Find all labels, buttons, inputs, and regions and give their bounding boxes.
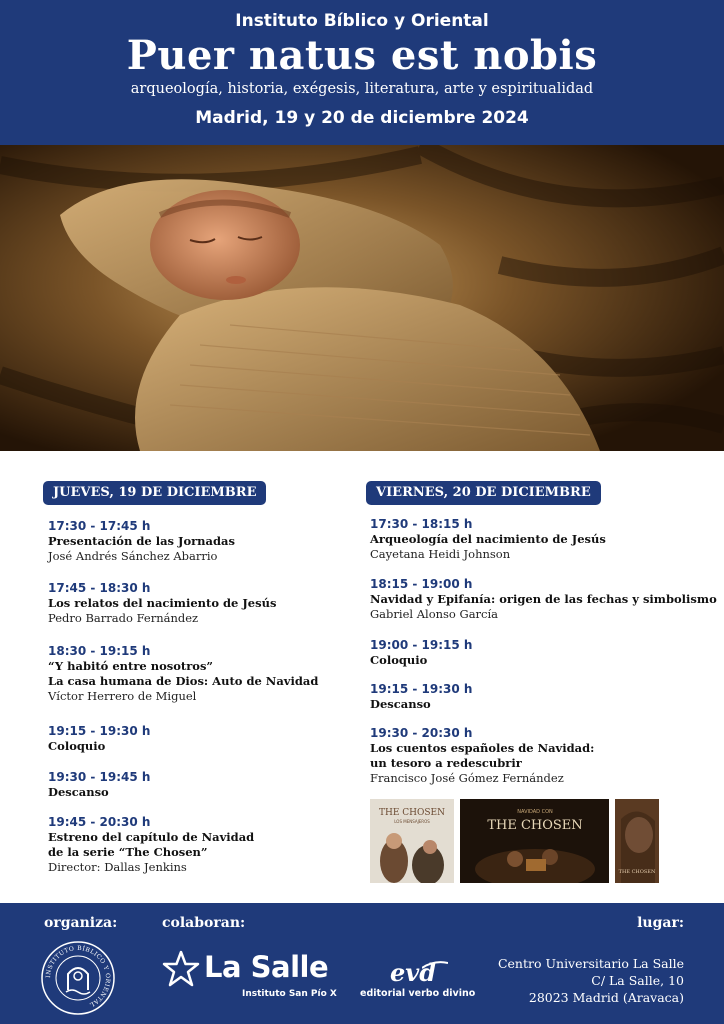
venue-line: C/ La Salle, 10 <box>591 973 684 988</box>
event-dates: Madrid, 19 y 20 de diciembre 2024 <box>195 108 529 128</box>
session-speaker: Pedro Barrado Fernández <box>48 611 199 625</box>
la-salle-logo <box>162 948 337 1008</box>
header-banner <box>0 0 724 145</box>
day1-session <box>48 519 408 564</box>
day2-session <box>370 726 724 786</box>
poster-2-image <box>460 799 609 883</box>
newborn-swaddled-image <box>0 145 724 451</box>
session-time: 19:45 - 20:30 h <box>48 815 151 829</box>
session-title: “Y habitó entre nosotros” <box>48 659 214 673</box>
colaboran-label: colaboran: <box>162 915 246 931</box>
session-title: Descanso <box>48 785 109 799</box>
poster-2-title: THE CHOSEN <box>487 818 583 833</box>
day2-session <box>370 517 724 562</box>
the-chosen-poster-2 <box>460 799 609 883</box>
newborn-photo <box>0 145 724 451</box>
day1-session <box>48 770 408 800</box>
session-time: 19:15 - 19:30 h <box>370 682 473 696</box>
session-title: Coloquio <box>370 653 428 667</box>
the-chosen-poster-3 <box>615 799 659 883</box>
la-salle-subtitle: Instituto San Pío X <box>242 989 337 999</box>
session-title-line2: de la serie “The Chosen” <box>48 845 208 859</box>
session-speaker: Víctor Herrero de Miguel <box>48 689 197 703</box>
day1-badge: JUEVES, 19 DE DICIEMBRE <box>43 481 266 505</box>
day2-session <box>370 638 724 668</box>
session-title: Los relatos del nacimiento de Jesús <box>48 596 277 610</box>
session-title: Presentación de las Jornadas <box>48 534 235 548</box>
session-speaker: Francisco José Gómez Fernández <box>370 771 564 785</box>
session-time: 19:15 - 19:30 h <box>48 724 151 738</box>
session-time: 18:30 - 19:15 h <box>48 644 151 658</box>
session-title: Descanso <box>370 697 431 711</box>
session-time: 18:15 - 19:00 h <box>370 577 473 591</box>
evd-name: editorial verbo divino <box>360 988 476 999</box>
event-title: Puer natus est nobis <box>126 32 598 79</box>
la-salle-wordmark: La Salle <box>204 950 329 984</box>
star-icon <box>162 950 200 988</box>
poster-1-image <box>370 799 454 883</box>
organiza-label: organiza: <box>44 915 118 931</box>
session-title-line2: La casa humana de Dios: Auto de Navidad <box>48 674 319 688</box>
venue-line: 28023 Madrid (Aravaca) <box>528 990 684 1005</box>
session-title: Estreno del capítulo de Navidad <box>48 830 255 844</box>
day1-session <box>48 815 408 875</box>
session-time: 19:00 - 19:15 h <box>370 638 473 652</box>
session-title: Coloquio <box>48 739 106 753</box>
session-title-line2: un tesoro a redescubrir <box>370 756 522 770</box>
poster-2-top: NAVIDAD CON <box>517 809 553 815</box>
poster-3-title: THE CHOSEN <box>618 869 656 875</box>
evd-mark: evd <box>390 958 436 987</box>
session-title: Navidad y Epifanía: origen de las fechas y simbolismo <box>370 592 717 606</box>
poster-3-image <box>615 799 659 883</box>
session-speaker: Gabriel Alonso García <box>370 607 499 621</box>
day2-session <box>370 682 724 712</box>
session-speaker: José Andrés Sánchez Abarrio <box>48 549 218 563</box>
session-time: 19:30 - 19:45 h <box>48 770 151 784</box>
session-time: 19:30 - 20:30 h <box>370 726 473 740</box>
evd-swoosh-icon <box>422 960 448 970</box>
venue-address <box>498 955 684 1006</box>
session-speaker: Cayetana Heidi Johnson <box>370 547 511 561</box>
day2-session <box>370 577 724 622</box>
day1-session <box>48 581 408 626</box>
day1-session <box>48 724 408 754</box>
the-chosen-poster-1 <box>370 799 454 883</box>
institute-seal-logo <box>40 940 116 1016</box>
lugar-label: lugar: <box>637 915 684 931</box>
session-speaker: Director: Dallas Jenkins <box>48 860 187 874</box>
session-time: 17:30 - 17:45 h <box>48 519 151 533</box>
day1-session <box>48 644 408 704</box>
seal-text: INSTITUTO BÍBLICO Y ORIENTAL <box>44 944 112 1009</box>
poster-1-subtitle: LOS MENSAJEROS <box>394 819 430 824</box>
session-time: 17:30 - 18:15 h <box>370 517 473 531</box>
evd-logo <box>360 958 476 1008</box>
venue-line: Centro Universitario La Salle <box>497 956 684 971</box>
svg-text:INSTITUTO BÍBLICO Y ORIENTAL <box>45 945 111 1008</box>
session-title: Arqueología del nacimiento de Jesús <box>370 532 606 546</box>
footer-banner <box>0 903 724 1024</box>
poster-1-title: THE CHOSEN <box>378 808 446 818</box>
institute-name: Instituto Bíblico y Oriental <box>235 11 489 31</box>
session-title: Los cuentos españoles de Navidad: <box>370 741 595 755</box>
session-time: 17:45 - 18:30 h <box>48 581 151 595</box>
day2-badge: VIERNES, 20 DE DICIEMBRE <box>366 481 601 505</box>
event-subtitle: arqueología, historia, exégesis, literatura, arte y espiritualidad <box>130 81 594 97</box>
